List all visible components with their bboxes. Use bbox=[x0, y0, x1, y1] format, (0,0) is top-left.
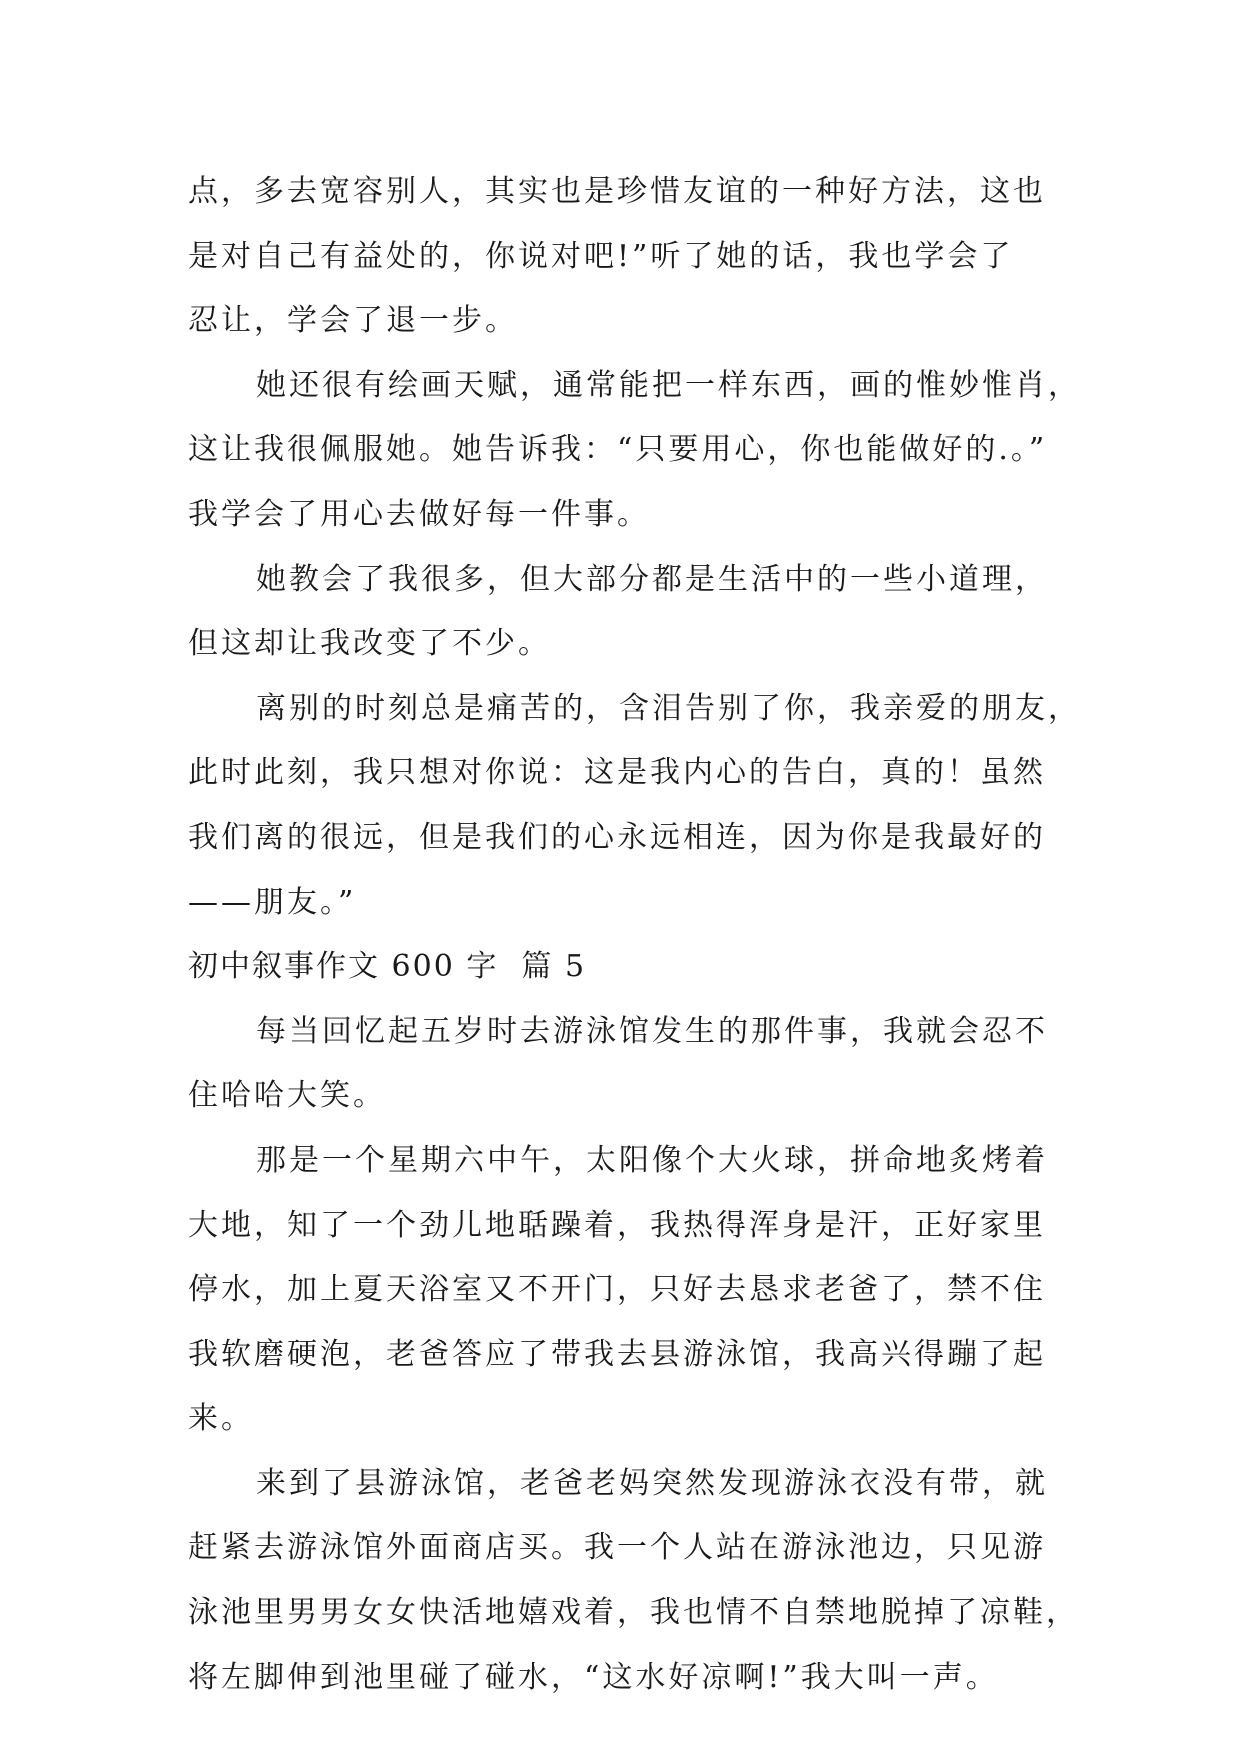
text-line: 大地，知了一个劲儿地聒躁着，我热得浑身是汗，正好家里 bbox=[188, 1207, 1046, 1243]
text-line: 是对自己有益处的，你说对吧!”听了她的话，我也学会了 bbox=[188, 238, 1014, 274]
paragraph-first-line: 她还很有绘画天赋，通常能把一样东西，画的惟妙惟肖， bbox=[256, 367, 1081, 403]
text-line: 停水，加上夏天浴室又不开门，只好去恳求老爸了，禁不住 bbox=[188, 1272, 1046, 1308]
text-line: 此时此刻，我只想对你说：这是我内心的告白，真的！虽然 bbox=[188, 755, 1046, 791]
paragraph-first-line: 离别的时刻总是痛苦的，含泪告别了你，我亲爱的朋友， bbox=[256, 690, 1081, 726]
text-line: 这让我很佩服她。她告诉我：“只要用心，你也能做好的.。” bbox=[188, 432, 1048, 468]
text-line: 点，多去宽容别人，其实也是珍惜友谊的一种好方法，这也 bbox=[188, 174, 1046, 209]
section-heading: 初中叙事作文 600 字 篇 5 bbox=[188, 949, 587, 985]
text-line: 但这却让我改变了不少。 bbox=[188, 626, 551, 662]
document-body bbox=[188, 160, 1081, 1710]
text-line: ——朋友。” bbox=[188, 884, 357, 920]
text-line: 住哈哈大笑。 bbox=[188, 1078, 386, 1114]
text-line: 忍让，学会了退一步。 bbox=[188, 303, 518, 339]
text-line: 我们离的很远，但是我们的心永远相连，因为你是我最好的 bbox=[188, 819, 1046, 855]
paragraph-first-line: 那是一个星期六中午，太阳像个大火球，拼命地炙烤着 bbox=[256, 1142, 1048, 1178]
text-line: 我学会了用心去做好每一件事。 bbox=[188, 496, 650, 532]
text-line: 赶紧去游泳馆外面商店买。我一个人站在游泳池边，只见游 bbox=[188, 1530, 1046, 1566]
paragraph-first-line: 来到了县游泳馆，老爸老妈突然发现游泳衣没有带，就 bbox=[256, 1465, 1048, 1501]
text-line: 来。 bbox=[188, 1401, 254, 1437]
paragraph-first-line: 她教会了我很多，但大部分都是生活中的一些小道理， bbox=[256, 561, 1048, 597]
text-line: 我软磨硬泡，老爸答应了带我去县游泳馆，我高兴得蹦了起 bbox=[188, 1336, 1046, 1372]
text-line: 泳池里男男女女快活地嬉戏着，我也情不自禁地脱掉了凉鞋， bbox=[188, 1595, 1079, 1631]
text-line: 将左脚伸到池里碰了碰水，“这水好凉啊!”我大叫一声。 bbox=[188, 1659, 999, 1695]
paragraph-first-line: 每当回忆起五岁时去游泳馆发生的那件事，我就会忍不 bbox=[256, 1013, 1048, 1049]
